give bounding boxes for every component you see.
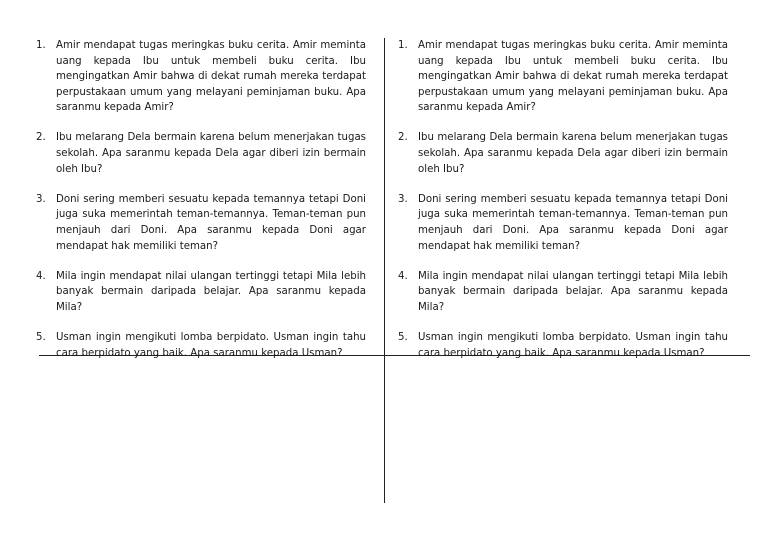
question-number: 2.: [398, 132, 408, 144]
right-question-column: [398, 38, 728, 376]
vertical-cut-line: [384, 38, 385, 503]
question-text: Usman ingin mengikuti lomba berpidato. Usman ingin tahu cara berpidato yang baik. Apa saranmu kepada Usman?: [56, 331, 366, 359]
question-text: Amir mendapat tugas meringkas buku cerita. Amir meminta uang kepada Ibu untuk membeli buku cerita. Ibu mengingatkan Amir bahwa di dekat rumah mereka terdapat perpustakaan umum yang melayani peminjaman buku. Apa saranmu kepada Amir?: [418, 40, 728, 114]
question-number: 4.: [398, 270, 408, 282]
question-text: Doni sering memberi sesuatu kepada temannya tetapi Doni juga suka memerintah teman-temannya. Teman-teman pun menjauh dari Doni. Apa saranmu kepada Doni agar mendapat hak memiliki teman?: [418, 193, 728, 252]
question-number: 5.: [398, 331, 408, 343]
question-text: Doni sering memberi sesuatu kepada temannya tetapi Doni juga suka memerintah teman-temannya. Teman-teman pun menjauh dari Doni. Apa saranmu kepada Doni agar mendapat hak memiliki teman?: [56, 193, 366, 252]
question-number: 2.: [36, 132, 46, 144]
question-number: 5.: [36, 331, 46, 343]
question-text: Mila ingin mendapat nilai ulangan tertinggi tetapi Mila lebih banyak bermain daripada belajar. Apa saranmu kepada Mila?: [56, 270, 366, 313]
question-text: Usman ingin mengikuti lomba berpidato. Usman ingin tahu cara berpidato yang baik. Apa saranmu kepada Usman?: [418, 331, 728, 359]
question-text: Ibu melarang Dela bermain karena belum menerjakan tugas sekolah. Apa saranmu kepada Dela agar diberi izin bermain oleh Ibu?: [418, 132, 728, 175]
question-item: [398, 38, 728, 116]
question-number: 1.: [398, 40, 408, 51]
question-item: [36, 38, 366, 116]
question-text: Ibu melarang Dela bermain karena belum menerjakan tugas sekolah. Apa saranmu kepada Dela agar diberi izin bermain oleh Ibu?: [56, 132, 366, 175]
left-question-column: [36, 38, 366, 376]
question-item: [398, 330, 728, 361]
question-item: [36, 130, 366, 177]
question-item: [36, 269, 366, 316]
question-item: [398, 130, 728, 177]
question-item: [398, 192, 728, 254]
question-text: Mila ingin mendapat nilai ulangan tertinggi tetapi Mila lebih banyak bermain daripada belajar. Apa saranmu kepada Mila?: [418, 270, 728, 313]
question-number: 3.: [36, 193, 46, 205]
question-number: 1.: [36, 40, 46, 51]
question-number: 3.: [398, 193, 408, 205]
question-list: [36, 38, 366, 361]
question-item: [36, 192, 366, 254]
question-number: 4.: [36, 270, 46, 282]
question-list: [398, 38, 728, 361]
question-item: [398, 269, 728, 316]
question-text: Amir mendapat tugas meringkas buku cerita. Amir meminta uang kepada Ibu untuk membeli buku cerita. Ibu mengingatkan Amir bahwa di dekat rumah mereka terdapat perpustakaan umum yang melayani peminjaman buku. Apa saranmu kepada Amir?: [56, 40, 366, 114]
question-item: [36, 330, 366, 361]
